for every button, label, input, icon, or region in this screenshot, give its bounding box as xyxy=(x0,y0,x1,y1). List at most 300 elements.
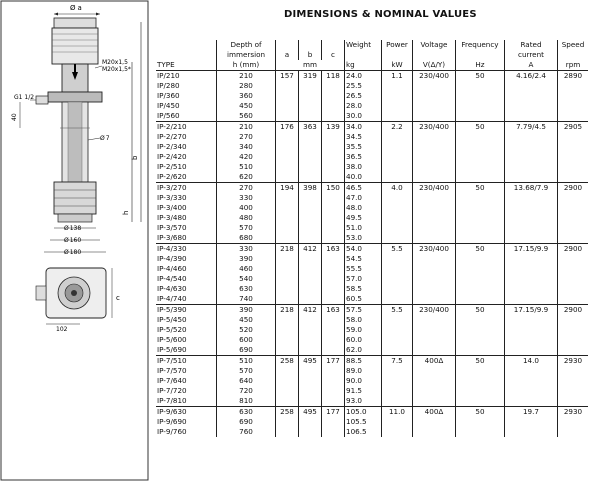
current-cell xyxy=(505,91,558,101)
type-cell: IP/560 xyxy=(157,111,180,120)
dim-c-cell xyxy=(322,101,345,111)
depth-cell: 510 xyxy=(217,356,276,367)
dim-c-cell xyxy=(322,203,345,213)
weight-cell: 34.0 xyxy=(345,122,382,133)
dim-a-cell xyxy=(276,152,299,162)
speed-cell xyxy=(558,101,589,111)
speed-cell: 2900 xyxy=(558,305,589,316)
table-row xyxy=(156,203,588,213)
dim-b-cell: 495 xyxy=(299,356,322,367)
dim-c-cell xyxy=(322,366,345,376)
type-cell: IP-3/480 xyxy=(157,213,187,222)
dim-c-cell xyxy=(322,427,345,437)
voltage-cell xyxy=(413,254,456,264)
current-cell xyxy=(505,325,558,335)
speed-cell xyxy=(558,152,589,162)
voltage-cell xyxy=(413,162,456,172)
type-cell: IP-4/390 xyxy=(157,254,187,263)
dim-c-cell xyxy=(322,274,345,284)
depth-cell: 510 xyxy=(217,162,276,172)
depth-cell: 330 xyxy=(217,244,276,255)
dim-a-cell xyxy=(276,325,299,335)
dim-b-cell xyxy=(299,335,322,345)
dim-c-cell: 118 xyxy=(322,71,345,82)
dim-c-cell xyxy=(322,386,345,396)
dim-a-cell xyxy=(276,396,299,407)
voltage-cell xyxy=(413,335,456,345)
dim-b-cell xyxy=(299,376,322,386)
dim-b-cell xyxy=(299,91,322,101)
power-cell xyxy=(382,335,413,345)
type-cell: IP-3/400 xyxy=(157,203,187,212)
type-cell: IP-4/630 xyxy=(157,284,187,293)
frequency-cell xyxy=(456,193,505,203)
power-cell: 2.2 xyxy=(382,122,413,133)
speed-cell xyxy=(558,335,589,345)
weight-cell: 34.5 xyxy=(345,132,382,142)
frequency-cell xyxy=(456,101,505,111)
depth-cell: 570 xyxy=(217,366,276,376)
page-title: DIMENSIONS & NOMINAL VALUES xyxy=(284,9,477,20)
depth-cell: 600 xyxy=(217,335,276,345)
type-cell: IP-5/450 xyxy=(157,315,187,324)
voltage-cell xyxy=(413,91,456,101)
dim-180-label: Ø180 xyxy=(64,249,82,256)
voltage-cell xyxy=(413,223,456,233)
power-cell xyxy=(382,142,413,152)
depth-cell: 340 xyxy=(217,142,276,152)
weight-cell: 53.0 xyxy=(345,233,382,244)
weight-cell: 24.0 xyxy=(345,71,382,82)
current-cell xyxy=(505,335,558,345)
depth-cell: 400 xyxy=(217,203,276,213)
table-row xyxy=(156,193,588,203)
dim-c-cell: 163 xyxy=(322,305,345,316)
weight-cell: 38.0 xyxy=(345,162,382,172)
frequency-cell xyxy=(456,223,505,233)
weight-cell: 49.5 xyxy=(345,213,382,223)
type-cell: IP/360 xyxy=(157,91,180,100)
frequency-cell xyxy=(456,345,505,356)
frequency-cell xyxy=(456,376,505,386)
depth-cell: 520 xyxy=(217,325,276,335)
table-row xyxy=(156,325,588,335)
weight-cell: 47.0 xyxy=(345,193,382,203)
dim-b-cell xyxy=(299,325,322,335)
dim-b-cell xyxy=(299,427,322,437)
power-cell xyxy=(382,193,413,203)
power-cell xyxy=(382,274,413,284)
dim-a-cell xyxy=(276,213,299,223)
type-cell: IP-5/600 xyxy=(157,335,187,344)
power-cell xyxy=(382,233,413,244)
depth-cell: 760 xyxy=(217,427,276,437)
current-cell xyxy=(505,223,558,233)
depth-cell: 420 xyxy=(217,152,276,162)
voltage-cell xyxy=(413,396,456,407)
motor-fan-cover xyxy=(54,18,96,28)
depth-cell: 270 xyxy=(217,183,276,194)
dim-a-cell xyxy=(276,91,299,101)
dim-138-label: Ø138 xyxy=(64,225,82,232)
dim-c-cell xyxy=(322,223,345,233)
type-cell: IP-3/570 xyxy=(157,223,187,232)
dim-c-cell xyxy=(322,81,345,91)
frequency-cell xyxy=(456,366,505,376)
power-cell xyxy=(382,101,413,111)
type-cell: IP-7/810 xyxy=(157,396,187,405)
weight-cell: 91.5 xyxy=(345,386,382,396)
dim-a-cell xyxy=(276,223,299,233)
type-cell: IP-2/270 xyxy=(157,132,187,141)
dim-a-cell xyxy=(276,417,299,427)
frequency-cell xyxy=(456,386,505,396)
type-cell: IP-3/680 xyxy=(157,233,187,242)
dim-7-label: Ø7 xyxy=(100,135,110,142)
current-cell xyxy=(505,366,558,376)
type-cell: IP/210 xyxy=(157,71,180,80)
dim-c-cell xyxy=(322,284,345,294)
power-cell xyxy=(382,172,413,183)
dim-c-label: c xyxy=(116,294,120,302)
table-row xyxy=(156,122,588,133)
frequency-cell xyxy=(456,132,505,142)
table-row xyxy=(156,284,588,294)
voltage-cell xyxy=(413,203,456,213)
m20-label-1: M20x1,5 xyxy=(102,59,128,66)
table-row xyxy=(156,183,588,194)
dim-c-cell xyxy=(322,162,345,172)
header-rated-2: current xyxy=(505,50,558,60)
dim-a-cell xyxy=(276,172,299,183)
dim-a-cell xyxy=(276,111,299,122)
speed-cell xyxy=(558,254,589,264)
dim-b-cell xyxy=(299,284,322,294)
speed-cell xyxy=(558,417,589,427)
dim-c-cell xyxy=(322,132,345,142)
dim-a-cell xyxy=(276,101,299,111)
table-row xyxy=(156,376,588,386)
depth-cell: 690 xyxy=(217,417,276,427)
weight-cell: 105.5 xyxy=(345,417,382,427)
frequency-cell xyxy=(456,264,505,274)
table-row xyxy=(156,366,588,376)
type-cell: IP-3/270 xyxy=(156,183,217,194)
weight-cell: 30.0 xyxy=(345,111,382,122)
dim-b-cell xyxy=(299,315,322,325)
dim-b-cell xyxy=(299,203,322,213)
power-cell xyxy=(382,376,413,386)
speed-cell xyxy=(558,172,589,183)
voltage-cell xyxy=(413,142,456,152)
speed-cell xyxy=(558,142,589,152)
current-cell: 17.15/9.9 xyxy=(505,305,558,316)
depth-cell: 390 xyxy=(217,254,276,264)
voltage-cell xyxy=(413,172,456,183)
frequency-cell xyxy=(456,427,505,437)
weight-cell: 46.5 xyxy=(345,183,382,194)
frequency-cell xyxy=(456,325,505,335)
dim-a-cell: 157 xyxy=(276,71,299,82)
voltage-cell xyxy=(413,274,456,284)
dim-b-cell xyxy=(299,213,322,223)
speed-cell xyxy=(558,132,589,142)
mounting-flange xyxy=(48,92,102,102)
weight-cell: 58.0 xyxy=(345,315,382,325)
dim-160-label: Ø160 xyxy=(64,237,82,244)
speed-cell xyxy=(558,284,589,294)
frequency-cell xyxy=(456,233,505,244)
dim-a-cell xyxy=(276,376,299,386)
dim-c-cell: 163 xyxy=(322,244,345,255)
dim-b-cell xyxy=(299,162,322,172)
header-speed: Speed xyxy=(558,40,589,50)
dim-a-cell xyxy=(276,315,299,325)
depth-cell: 480 xyxy=(217,213,276,223)
dim-b-cell xyxy=(299,294,322,305)
dim-40-label: 40 xyxy=(11,113,18,121)
dim-a-label: Ø a xyxy=(70,4,82,12)
table-row xyxy=(156,223,588,233)
dim-b-cell xyxy=(299,111,322,122)
frequency-cell xyxy=(456,417,505,427)
header-depth-1: Depth of xyxy=(217,40,276,50)
dim-b-cell xyxy=(299,233,322,244)
header-type: TYPE xyxy=(156,60,217,71)
current-cell xyxy=(505,345,558,356)
power-cell xyxy=(382,81,413,91)
depth-cell: 690 xyxy=(217,345,276,356)
dim-a-cell xyxy=(276,284,299,294)
speed-cell xyxy=(558,193,589,203)
dim-b-cell xyxy=(299,223,322,233)
speed-cell xyxy=(558,315,589,325)
table-body xyxy=(156,71,588,438)
speed-cell xyxy=(558,376,589,386)
dim-a-cell xyxy=(276,264,299,274)
dimensions-table xyxy=(156,40,588,437)
depth-cell: 620 xyxy=(217,172,276,183)
speed-cell: 2905 xyxy=(558,122,589,133)
dim-a-cell xyxy=(276,132,299,142)
table-row xyxy=(156,274,588,284)
table-row xyxy=(156,396,588,407)
table-row xyxy=(156,427,588,437)
dim-b-cell xyxy=(299,172,322,183)
depth-cell: 460 xyxy=(217,264,276,274)
table-row xyxy=(156,315,588,325)
voltage-cell xyxy=(413,386,456,396)
dim-c-cell xyxy=(322,315,345,325)
table-row xyxy=(156,233,588,244)
weight-cell: 59.0 xyxy=(345,325,382,335)
g-label: G1 1/2 xyxy=(14,94,35,101)
table-row xyxy=(156,407,588,418)
type-cell: IP-4/540 xyxy=(157,274,187,283)
weight-cell: 26.5 xyxy=(345,91,382,101)
dim-a-cell xyxy=(276,81,299,91)
table-row xyxy=(156,162,588,172)
header-hz: Hz xyxy=(456,60,505,71)
dim-b-cell xyxy=(299,264,322,274)
dim-a-cell xyxy=(276,233,299,244)
depth-cell: 270 xyxy=(217,132,276,142)
dim-c-cell xyxy=(322,417,345,427)
power-cell: 11.0 xyxy=(382,407,413,418)
header-c: c xyxy=(322,50,345,60)
header-depth-2: immersion xyxy=(217,50,276,60)
power-cell xyxy=(382,284,413,294)
header-amp: A xyxy=(505,60,558,71)
dim-c-cell xyxy=(322,264,345,274)
weight-cell: 35.5 xyxy=(345,142,382,152)
dim-b-cell xyxy=(299,81,322,91)
weight-cell: 48.0 xyxy=(345,203,382,213)
dim-c-cell: 139 xyxy=(322,122,345,133)
depth-cell: 720 xyxy=(217,386,276,396)
depth-cell: 390 xyxy=(217,305,276,316)
voltage-cell xyxy=(413,427,456,437)
table-row xyxy=(156,244,588,255)
dim-b-cell: 412 xyxy=(299,244,322,255)
frequency-cell xyxy=(456,284,505,294)
dim-c-cell xyxy=(322,376,345,386)
frequency-cell xyxy=(456,315,505,325)
weight-cell: 57.5 xyxy=(345,305,382,316)
depth-cell: 280 xyxy=(217,81,276,91)
frequency-cell xyxy=(456,213,505,223)
voltage-cell xyxy=(413,213,456,223)
voltage-cell xyxy=(413,417,456,427)
frequency-cell xyxy=(456,162,505,172)
weight-cell: 25.5 xyxy=(345,81,382,91)
power-cell xyxy=(382,396,413,407)
table-row xyxy=(156,356,588,367)
dim-b-cell xyxy=(299,142,322,152)
power-cell xyxy=(382,345,413,356)
current-cell xyxy=(505,315,558,325)
type-cell: IP-5/690 xyxy=(157,345,187,354)
frequency-cell xyxy=(456,142,505,152)
dim-a-cell: 218 xyxy=(276,305,299,316)
current-cell: 13.68/7.9 xyxy=(505,183,558,194)
current-cell xyxy=(505,274,558,284)
voltage-cell xyxy=(413,345,456,356)
dim-c-cell xyxy=(322,91,345,101)
dim-b-cell: 398 xyxy=(299,183,322,194)
header-rpm: rpm xyxy=(558,60,589,71)
weight-cell: 54.5 xyxy=(345,254,382,264)
voltage-cell xyxy=(413,152,456,162)
header-kw: kW xyxy=(382,60,413,71)
table-row xyxy=(156,417,588,427)
dim-a-cell xyxy=(276,162,299,172)
speed-cell xyxy=(558,91,589,101)
dim-c-cell: 177 xyxy=(322,356,345,367)
voltage-cell: 230/400 xyxy=(413,305,456,316)
power-cell xyxy=(382,223,413,233)
speed-cell xyxy=(558,111,589,122)
weight-cell: 60.0 xyxy=(345,335,382,345)
dim-a-cell xyxy=(276,193,299,203)
table-row xyxy=(156,132,588,142)
current-cell: 7.79/4.5 xyxy=(505,122,558,133)
dim-b-cell xyxy=(299,254,322,264)
dim-b-cell xyxy=(299,152,322,162)
m20-label-2: M20x1,5* xyxy=(102,66,131,73)
header-weight: Weight xyxy=(345,40,382,50)
frequency-cell: 50 xyxy=(456,305,505,316)
weight-cell: 55.5 xyxy=(345,264,382,274)
type-cell: IP-2/210 xyxy=(156,122,217,133)
dim-a-cell: 258 xyxy=(276,407,299,418)
voltage-cell xyxy=(413,264,456,274)
dim-b-cell: 363 xyxy=(299,122,322,133)
dim-a-cell xyxy=(276,386,299,396)
dim-c-cell xyxy=(322,142,345,152)
weight-cell: 93.0 xyxy=(345,396,382,407)
current-cell xyxy=(505,132,558,142)
header-frequency: Frequency xyxy=(456,40,505,50)
dim-a-cell xyxy=(276,203,299,213)
speed-cell xyxy=(558,427,589,437)
type-cell: IP-7/640 xyxy=(157,376,187,385)
weight-cell: 40.0 xyxy=(345,172,382,183)
voltage-cell xyxy=(413,132,456,142)
current-cell xyxy=(505,203,558,213)
weight-cell: 62.0 xyxy=(345,345,382,356)
header-voltage: Voltage xyxy=(413,40,456,50)
frequency-cell xyxy=(456,274,505,284)
dim-b-cell: 495 xyxy=(299,407,322,418)
power-cell xyxy=(382,132,413,142)
current-cell xyxy=(505,427,558,437)
frequency-cell xyxy=(456,111,505,122)
dim-c-cell xyxy=(322,294,345,305)
dim-b-cell xyxy=(299,366,322,376)
type-cell: IP-2/340 xyxy=(157,142,187,151)
power-cell xyxy=(382,152,413,162)
dim-c-cell xyxy=(322,111,345,122)
type-cell: IP-4/740 xyxy=(157,294,187,303)
power-cell xyxy=(382,254,413,264)
frequency-cell xyxy=(456,294,505,305)
power-cell xyxy=(382,366,413,376)
frequency-cell: 50 xyxy=(456,71,505,82)
depth-cell: 560 xyxy=(217,111,276,122)
frequency-cell: 50 xyxy=(456,407,505,418)
frequency-cell xyxy=(456,91,505,101)
voltage-cell xyxy=(413,81,456,91)
speed-cell xyxy=(558,386,589,396)
voltage-cell xyxy=(413,376,456,386)
table-row xyxy=(156,335,588,345)
voltage-cell xyxy=(413,233,456,244)
voltage-cell: 230/400 xyxy=(413,244,456,255)
depth-cell: 330 xyxy=(217,193,276,203)
type-cell: IP-2/510 xyxy=(157,162,187,171)
table-row xyxy=(156,294,588,305)
current-cell xyxy=(505,152,558,162)
current-cell xyxy=(505,111,558,122)
voltage-cell xyxy=(413,294,456,305)
header-depth-3: h (mm) xyxy=(217,60,276,71)
current-cell xyxy=(505,264,558,274)
power-cell xyxy=(382,162,413,172)
voltage-cell xyxy=(413,284,456,294)
table-row xyxy=(156,345,588,356)
dim-a-cell xyxy=(276,345,299,356)
